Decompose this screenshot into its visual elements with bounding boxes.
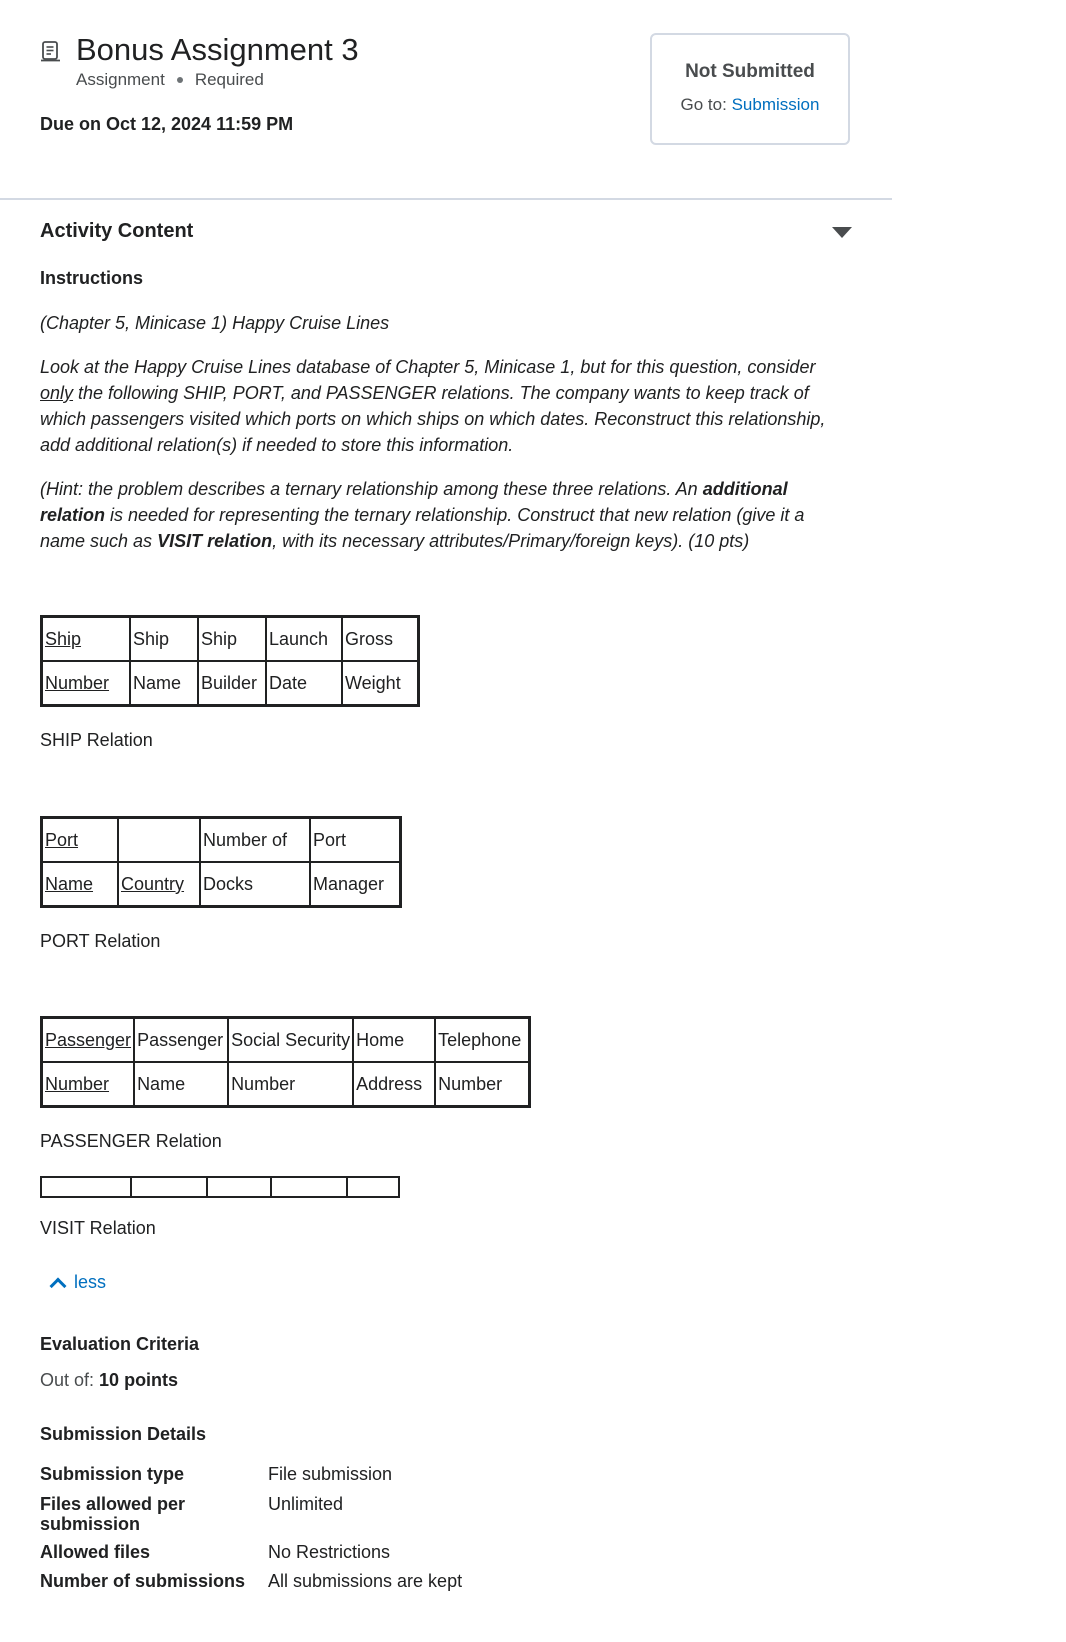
number-of-submissions-value: All submissions are kept — [268, 1571, 463, 1591]
assignment-icon — [40, 40, 62, 62]
submission-status-card — [650, 33, 850, 145]
table-cell — [118, 818, 200, 862]
table-cell: Ship — [130, 617, 198, 661]
instruction-paragraph-1: (Chapter 5, Minicase 1) Happy Cruise Lines — [40, 313, 390, 333]
table-cell: Number — [42, 1062, 134, 1106]
header-divider — [0, 198, 892, 200]
allowed-files-label: Allowed files — [40, 1542, 151, 1562]
table-cell: Number of — [200, 818, 310, 862]
required-label: Required — [194, 70, 264, 89]
table-cell: Weight — [342, 661, 418, 705]
table-cell: Launch — [266, 617, 342, 661]
table-cell: Ship — [42, 617, 130, 661]
collapse-toggle-icon[interactable] — [832, 227, 852, 238]
page-title: Bonus Assignment 3 — [76, 32, 359, 67]
table-cell: Home — [353, 1018, 435, 1062]
table-row — [42, 661, 418, 705]
instruction-paragraph-2: Look at the Happy Cruise Lines database of Chapter 5, Minicase 1, but for this question, consider only the following SHIP, PORT, and PASSENGER relations. The company wants to keep track of which passengers visited which ports on which ships on which dates. Reconstruct this relationship, add additional relation(s) if needed to store this information. — [40, 357, 826, 455]
table-cell: Social Security — [228, 1018, 353, 1062]
submission-link[interactable]: Submission — [731, 95, 820, 114]
table-cell — [348, 1178, 398, 1196]
status-label: Not Submitted — [685, 61, 815, 82]
table-cell — [132, 1178, 208, 1196]
table-cell: Date — [266, 661, 342, 705]
show-less-button[interactable] — [52, 1272, 106, 1293]
evaluation-criteria-heading: Evaluation Criteria — [40, 1334, 200, 1354]
port-relation-caption: PORT Relation — [40, 931, 161, 951]
table-row — [42, 1062, 529, 1106]
activity-content-heading: Activity Content — [40, 220, 194, 242]
goto-prefix: Go to: — [680, 95, 727, 114]
table-cell: Gross — [342, 617, 418, 661]
allowed-files-value: No Restrictions — [268, 1542, 391, 1562]
assignment-meta — [76, 70, 264, 90]
files-allowed-value: Unlimited — [268, 1494, 344, 1514]
visit-relation-caption: VISIT Relation — [40, 1218, 156, 1238]
table-cell: Manager — [310, 862, 400, 906]
goto-line — [652, 95, 848, 115]
files-allowed-label: Files allowed per submission — [40, 1494, 186, 1534]
table-row — [42, 617, 418, 661]
table-cell: Telephone — [435, 1018, 529, 1062]
table-cell: Ship — [198, 617, 266, 661]
number-of-submissions-label: Number of submissions — [40, 1571, 246, 1591]
passenger-relation-table — [40, 1016, 531, 1108]
table-cell: Passenger — [134, 1018, 228, 1062]
table-cell: Name — [134, 1062, 228, 1106]
table-row — [42, 818, 400, 862]
instruction-paragraph-3: (Hint: the problem describes a ternary relationship among these three relations. An additional relation is needed for representing the ternary relationship. Construct that new relation (give it a name such as VISIT relation, with its necessary attributes/Primary/foreign keys). (10 pts) — [40, 479, 805, 551]
table-cell: Name — [42, 862, 118, 906]
show-less-label: less — [74, 1272, 107, 1292]
ship-relation-table — [40, 615, 420, 707]
passenger-relation-caption: PASSENGER Relation — [40, 1131, 222, 1151]
table-cell: Number — [228, 1062, 353, 1106]
table-cell: Number — [435, 1062, 529, 1106]
table-row — [42, 1018, 529, 1062]
table-cell: Passenger — [42, 1018, 134, 1062]
chevron-up-icon — [50, 1277, 67, 1294]
ship-relation-caption: SHIP Relation — [40, 730, 153, 750]
table-cell: Builder — [198, 661, 266, 705]
table-cell — [208, 1178, 272, 1196]
table-cell: Address — [353, 1062, 435, 1106]
visit-relation-table — [40, 1176, 400, 1198]
submission-details-heading: Submission Details — [40, 1424, 207, 1444]
assignment-type: Assignment — [76, 70, 165, 89]
out-of-points: Out of: 10 points — [40, 1370, 179, 1390]
table-cell: Name — [130, 661, 198, 705]
table-cell: Docks — [200, 862, 310, 906]
table-cell — [42, 1178, 132, 1196]
submission-type-value: File submission — [268, 1464, 393, 1484]
instructions-heading: Instructions — [40, 268, 144, 288]
port-relation-table — [40, 816, 402, 908]
submission-type-label: Submission type — [40, 1464, 185, 1484]
separator-dot — [177, 77, 183, 83]
table-cell: Country — [118, 862, 200, 906]
table-cell: Port — [310, 818, 400, 862]
table-row — [42, 862, 400, 906]
table-cell: Number — [42, 661, 130, 705]
table-cell — [272, 1178, 348, 1196]
due-date: Due on Oct 12, 2024 11:59 PM — [40, 114, 294, 134]
table-cell: Port — [42, 818, 118, 862]
